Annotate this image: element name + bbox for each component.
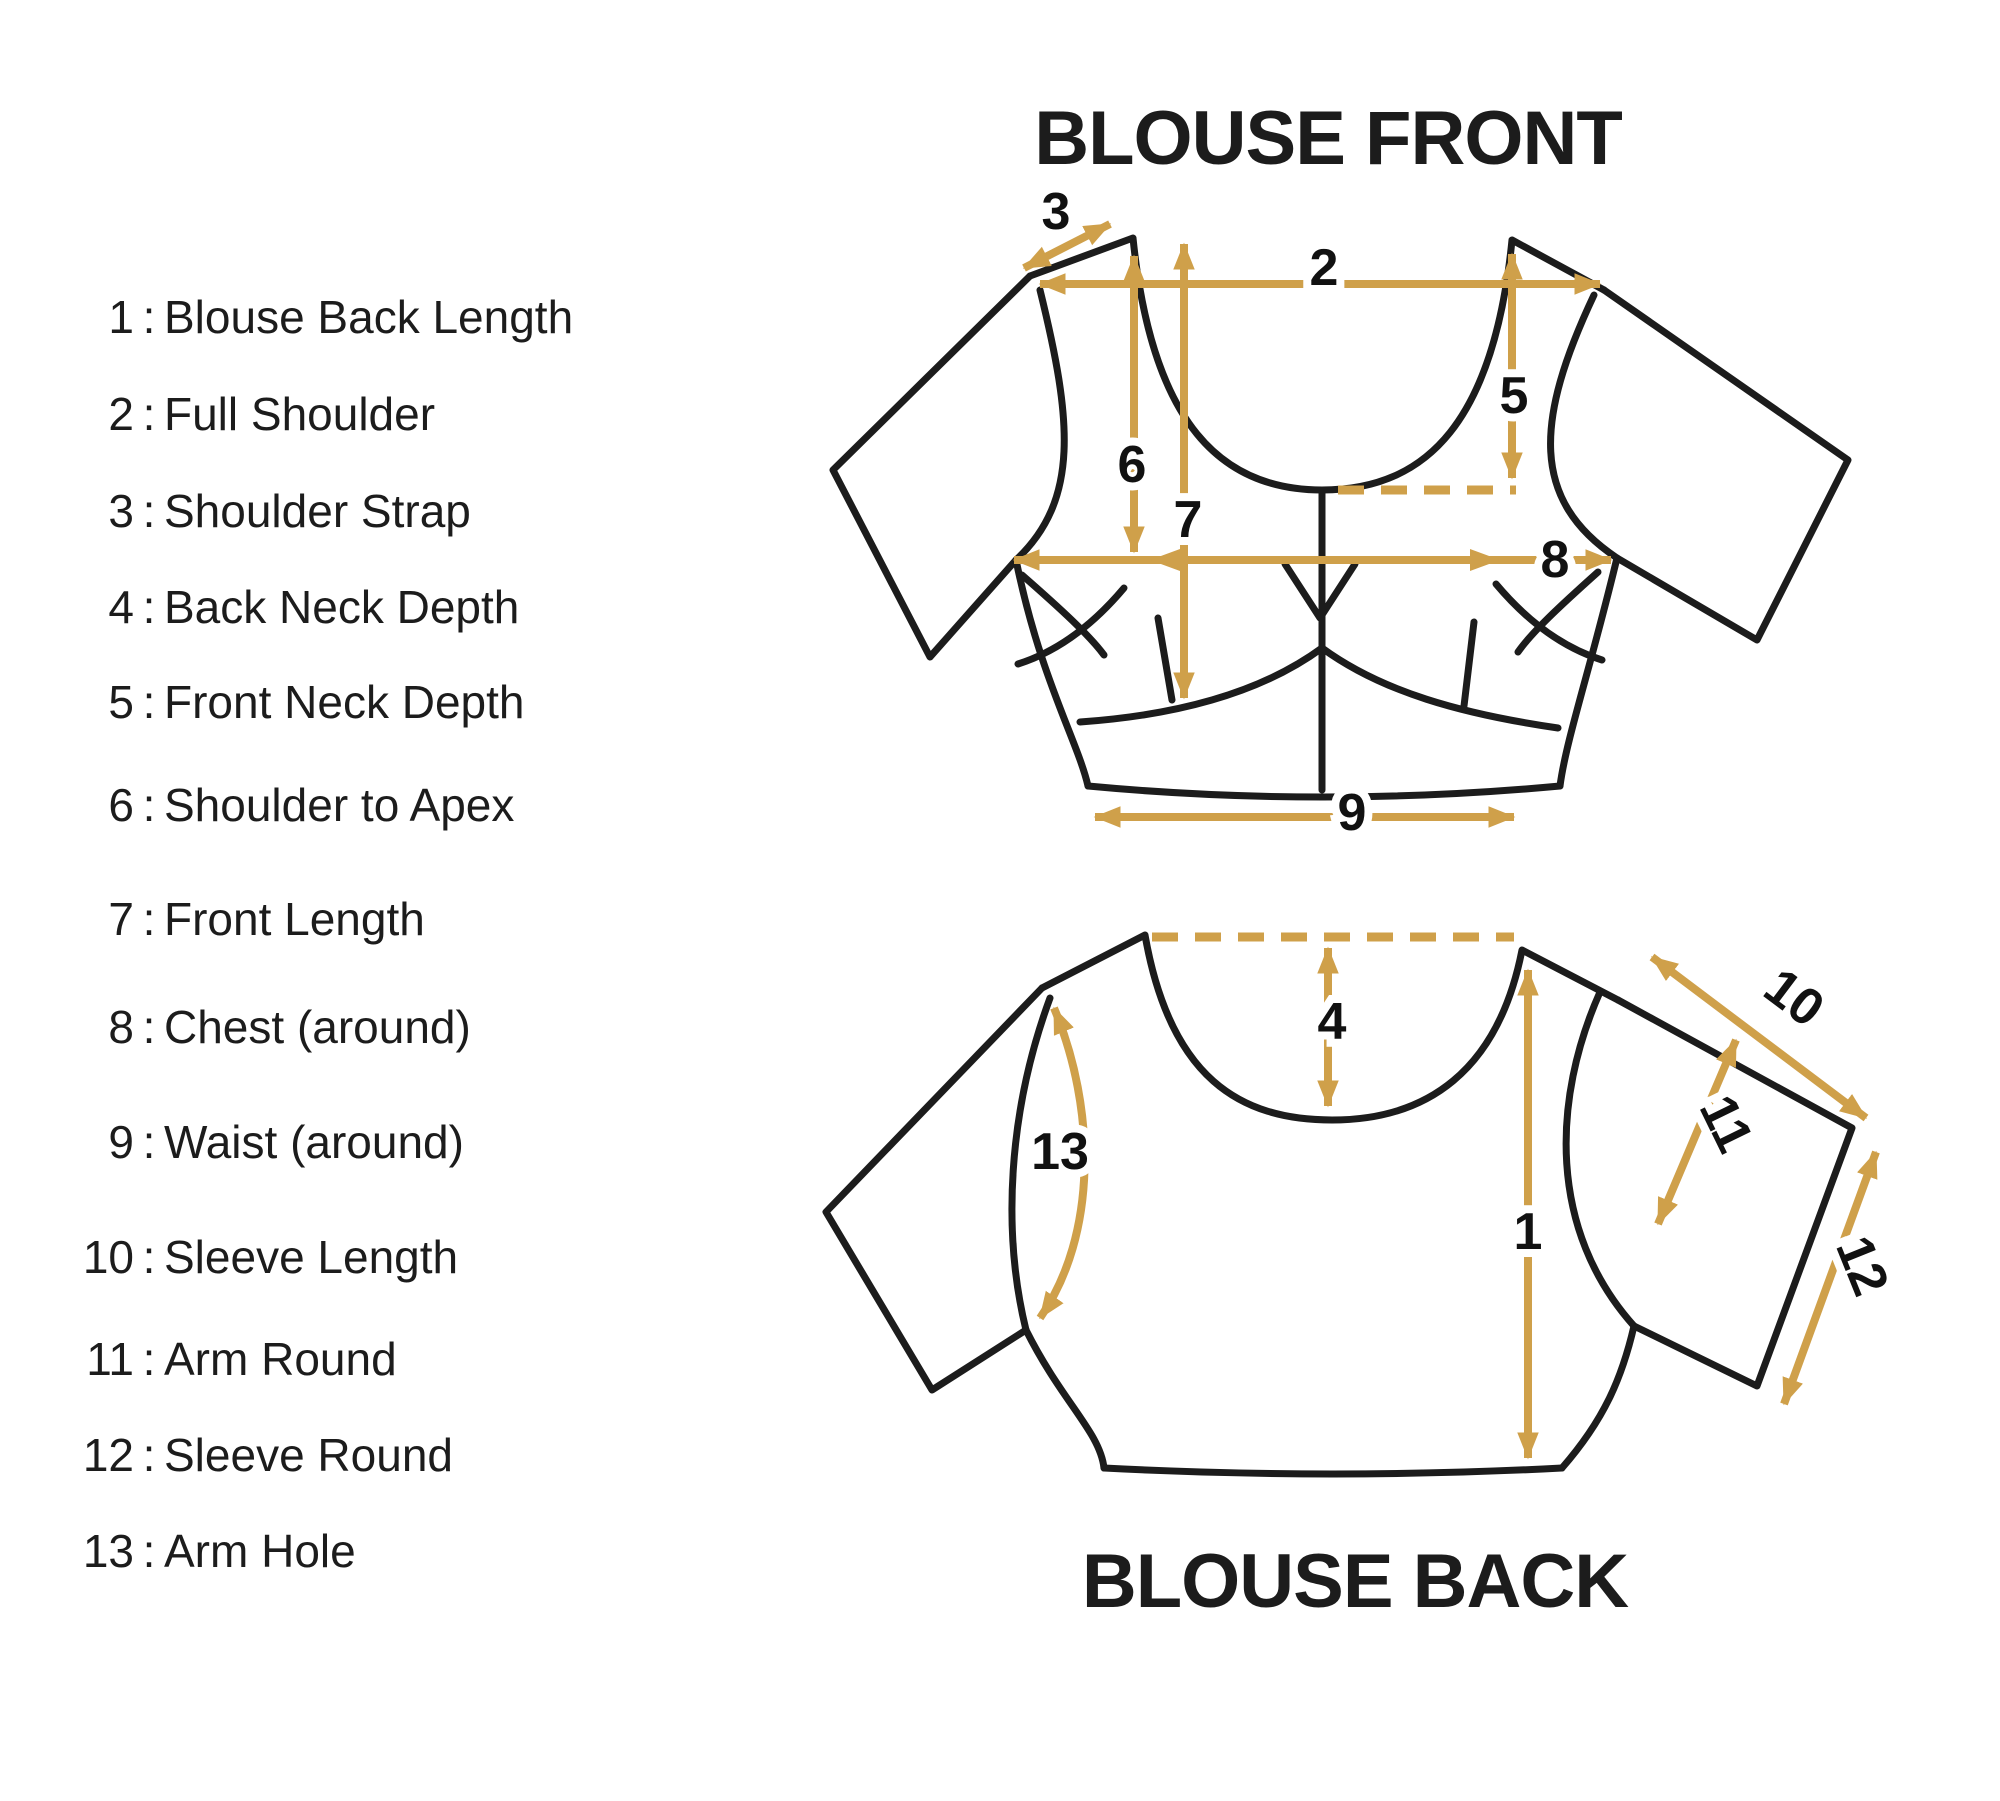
back-right-armhole bbox=[1566, 992, 1634, 1326]
front-marker-7: 7 bbox=[1173, 491, 1203, 549]
legend-separator: : bbox=[142, 1333, 156, 1385]
back-diagram bbox=[826, 935, 1900, 1474]
chest-mid-arrowhead-left bbox=[1150, 549, 1180, 571]
legend-label: Arm Hole bbox=[164, 1525, 356, 1577]
back-marker-12: 12 bbox=[1824, 1228, 1900, 1304]
legend-label: Front Neck Depth bbox=[164, 676, 525, 728]
back-marker-numbers bbox=[1031, 957, 1900, 1303]
back-marker-1: 1 bbox=[1513, 1203, 1543, 1261]
legend-number: 4 bbox=[108, 581, 134, 633]
legend-separator: : bbox=[142, 1231, 156, 1283]
legend-number: 11 bbox=[86, 1333, 134, 1385]
legend-number: 1 bbox=[108, 291, 134, 343]
legend-number: 6 bbox=[108, 779, 134, 831]
back-right-side-seam bbox=[1562, 1326, 1634, 1468]
back-right-sleeve bbox=[1618, 1000, 1852, 1386]
chest-mid-arrowhead-right bbox=[1470, 549, 1500, 571]
legend-separator: : bbox=[142, 676, 156, 728]
legend-label: Full Shoulder bbox=[164, 388, 436, 440]
front-left-sleeve bbox=[833, 276, 1030, 657]
front-right-armhole bbox=[1551, 295, 1617, 558]
legend-number: 3 bbox=[108, 485, 134, 537]
front-measurement-arrows bbox=[1014, 224, 1611, 817]
back-marker-10: 10 bbox=[1753, 957, 1835, 1039]
legend-number: 9 bbox=[108, 1116, 134, 1168]
legend-label: Shoulder Strap bbox=[164, 485, 471, 537]
legend-label: Waist (around) bbox=[164, 1116, 464, 1168]
legend-number: 13 bbox=[82, 1525, 134, 1577]
legend-label: Blouse Back Length bbox=[164, 291, 574, 343]
legend-separator: : bbox=[142, 1525, 156, 1577]
legend-separator: : bbox=[142, 291, 156, 343]
legend-label: Arm Round bbox=[164, 1333, 397, 1385]
legend-number: 12 bbox=[82, 1429, 134, 1481]
legend-separator: : bbox=[142, 485, 156, 537]
front-marker-5: 5 bbox=[1499, 367, 1529, 425]
back-title: BLOUSE BACK bbox=[1081, 1539, 1629, 1624]
front-marker-8: 8 bbox=[1540, 531, 1570, 589]
legend-separator: : bbox=[142, 581, 156, 633]
back-left-side-seam bbox=[1026, 1330, 1104, 1468]
front-marker-9: 9 bbox=[1337, 784, 1367, 842]
front-marker-2: 2 bbox=[1309, 239, 1339, 297]
front-outline bbox=[833, 238, 1848, 797]
legend-separator: : bbox=[142, 1429, 156, 1481]
legend-label: Front Length bbox=[164, 893, 425, 945]
front-right-sleeve bbox=[1604, 290, 1848, 640]
front-dart-left bbox=[1158, 618, 1172, 700]
legend-separator: : bbox=[142, 893, 156, 945]
front-marker-3: 3 bbox=[1041, 183, 1071, 241]
legend-label: Shoulder to Apex bbox=[164, 779, 515, 831]
front-bust-sweep-left bbox=[1080, 648, 1322, 722]
front-dart-right bbox=[1464, 622, 1474, 706]
legend-separator: : bbox=[142, 388, 156, 440]
legend-label: Back Neck Depth bbox=[164, 581, 520, 633]
back-marker-13: 13 bbox=[1031, 1123, 1089, 1181]
back-marker-11: 11 bbox=[1687, 1086, 1765, 1162]
back-hem bbox=[1104, 1468, 1562, 1474]
front-right-side-seam bbox=[1560, 558, 1617, 786]
legend-number: 8 bbox=[108, 1001, 134, 1053]
legend-separator: : bbox=[142, 779, 156, 831]
legend-label: Chest (around) bbox=[164, 1001, 471, 1053]
legend-number: 2 bbox=[108, 388, 134, 440]
legend-separator: : bbox=[142, 1116, 156, 1168]
legend-number: 7 bbox=[108, 893, 134, 945]
front-marker-6: 6 bbox=[1117, 436, 1147, 494]
back-marker-4: 4 bbox=[1317, 993, 1347, 1051]
legend-separator: : bbox=[142, 1001, 156, 1053]
legend-number: 10 bbox=[82, 1231, 134, 1283]
legend-label: Sleeve Length bbox=[164, 1231, 459, 1283]
front-title: BLOUSE FRONT bbox=[1034, 96, 1622, 181]
legend-label: Sleeve Round bbox=[164, 1429, 453, 1481]
front-left-armhole bbox=[1016, 290, 1064, 560]
legend-number: 5 bbox=[108, 676, 134, 728]
front-bust-sweep-right bbox=[1322, 648, 1558, 728]
front-diagram bbox=[833, 183, 1848, 842]
front-left-side-seam bbox=[1016, 560, 1088, 786]
